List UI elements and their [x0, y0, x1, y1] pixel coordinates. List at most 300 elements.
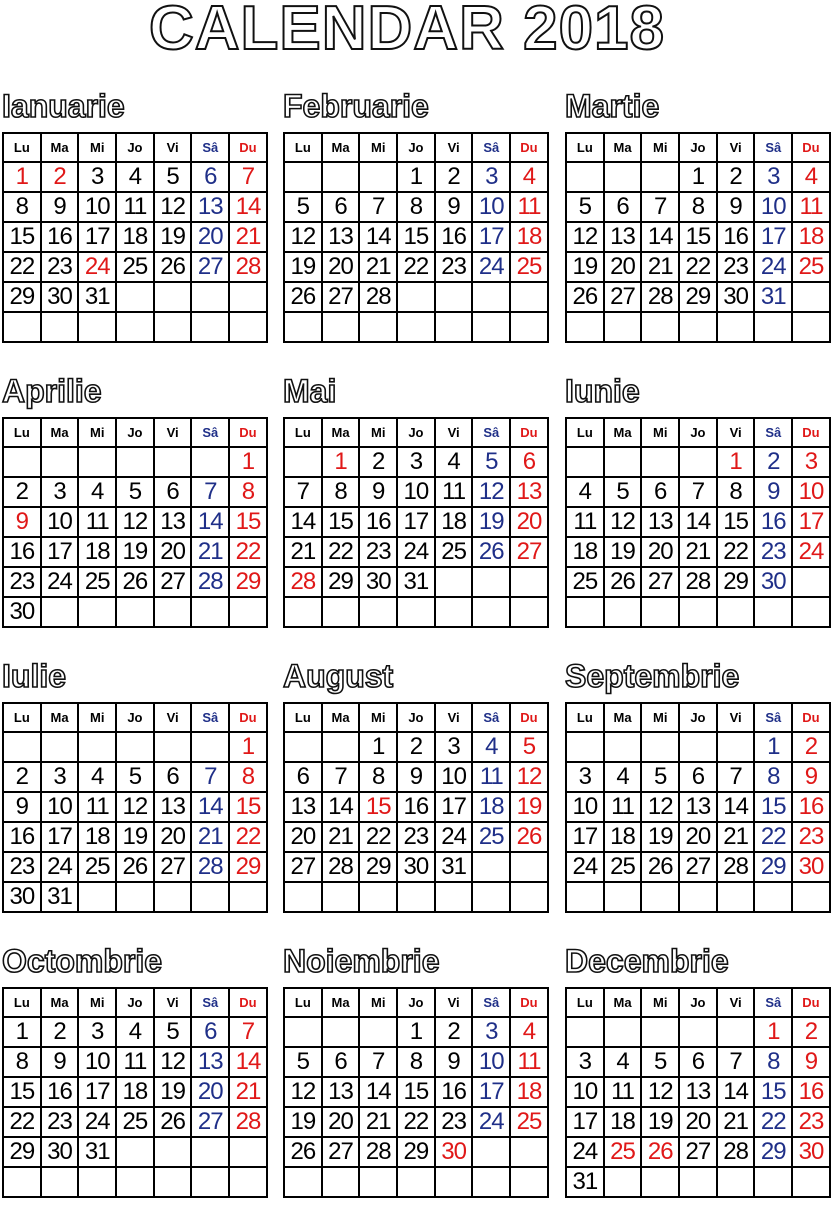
day-cell: 17 [472, 222, 510, 252]
day-cell: 20 [322, 252, 360, 282]
day-cell: 20 [641, 537, 679, 567]
empty-cell [284, 1167, 322, 1197]
day-cell: 15 [397, 222, 435, 252]
weekday-header-row [284, 133, 548, 162]
empty-cell [435, 312, 473, 342]
day-cell: 28 [359, 1137, 397, 1167]
day-cell: 28 [322, 852, 360, 882]
month-table [283, 702, 549, 913]
empty-cell [604, 162, 642, 192]
day-cell: 29 [322, 567, 360, 597]
day-cell: 12 [116, 507, 154, 537]
weekday-label: Lu [284, 133, 322, 162]
empty-cell [322, 732, 360, 762]
day-cell: 17 [566, 1107, 604, 1137]
day-cell: 29 [3, 1137, 41, 1167]
day-cell: 6 [284, 762, 322, 792]
month-title: Octombrie [2, 943, 163, 979]
week-row [284, 1017, 548, 1047]
week-row [566, 537, 830, 567]
day-cell: 5 [284, 192, 322, 222]
empty-cell [754, 1167, 792, 1197]
weekday-header-row [3, 133, 267, 162]
empty-cell [717, 1017, 755, 1047]
weekday-label: Jo [679, 703, 717, 732]
week-row [566, 792, 830, 822]
day-cell: 18 [510, 222, 548, 252]
week-row [566, 1047, 830, 1077]
weekday-label: Jo [679, 133, 717, 162]
day-cell: 17 [754, 222, 792, 252]
day-cell: 4 [116, 1017, 154, 1047]
day-cell: 23 [3, 567, 41, 597]
day-cell: 8 [717, 477, 755, 507]
day-cell: 6 [679, 1047, 717, 1077]
weekday-label: Du [229, 703, 267, 732]
day-cell: 27 [154, 567, 192, 597]
day-cell: 12 [510, 762, 548, 792]
weekday-label: Sâ [472, 133, 510, 162]
empty-cell [116, 312, 154, 342]
day-cell: 21 [191, 822, 229, 852]
day-cell: 24 [792, 537, 830, 567]
day-cell: 16 [359, 507, 397, 537]
day-cell: 11 [435, 477, 473, 507]
empty-cell [359, 162, 397, 192]
weekday-label: Du [792, 133, 830, 162]
day-cell: 30 [3, 597, 41, 627]
month-title: Martie [565, 88, 660, 124]
week-row [284, 822, 548, 852]
day-cell: 1 [3, 1017, 41, 1047]
week-row [3, 852, 267, 882]
day-cell: 7 [191, 762, 229, 792]
day-cell: 4 [604, 1047, 642, 1077]
week-row [566, 1137, 830, 1167]
weekday-label: Vi [435, 703, 473, 732]
empty-cell [679, 1017, 717, 1047]
day-cell: 14 [359, 1077, 397, 1107]
day-cell: 5 [472, 447, 510, 477]
day-cell: 24 [472, 252, 510, 282]
empty-cell [284, 312, 322, 342]
day-cell: 7 [679, 477, 717, 507]
empty-cell [792, 282, 830, 312]
day-cell: 13 [322, 222, 360, 252]
empty-cell [679, 447, 717, 477]
day-cell: 4 [116, 162, 154, 192]
day-cell: 29 [679, 282, 717, 312]
day-cell: 14 [717, 1077, 755, 1107]
day-cell: 15 [3, 222, 41, 252]
week-row [566, 282, 830, 312]
weekday-label: Ma [604, 988, 642, 1017]
day-cell: 15 [754, 1077, 792, 1107]
week-row [566, 222, 830, 252]
weekday-label: Jo [116, 418, 154, 447]
empty-cell [472, 852, 510, 882]
day-cell: 31 [397, 567, 435, 597]
weekday-label: Ma [604, 133, 642, 162]
empty-cell [397, 312, 435, 342]
day-cell: 20 [679, 822, 717, 852]
day-cell: 8 [3, 1047, 41, 1077]
day-cell: 13 [641, 507, 679, 537]
day-cell: 28 [679, 567, 717, 597]
day-cell: 10 [566, 792, 604, 822]
weekday-label: Du [792, 418, 830, 447]
week-row [3, 1107, 267, 1137]
month-title: Septembrie [565, 658, 740, 694]
week-row [3, 567, 267, 597]
weekday-label: Lu [566, 133, 604, 162]
empty-cell [359, 1017, 397, 1047]
month-table [565, 702, 831, 913]
day-cell: 10 [754, 192, 792, 222]
day-cell: 8 [359, 762, 397, 792]
weekday-label: Jo [116, 703, 154, 732]
day-cell: 28 [191, 567, 229, 597]
day-cell: 25 [604, 1137, 642, 1167]
empty-cell [359, 597, 397, 627]
week-row [3, 1047, 267, 1077]
empty-cell [604, 1017, 642, 1047]
day-cell: 18 [792, 222, 830, 252]
weekday-label: Jo [397, 988, 435, 1017]
weekday-label: Vi [717, 133, 755, 162]
day-cell: 16 [3, 822, 41, 852]
day-cell: 9 [792, 762, 830, 792]
day-cell: 16 [792, 1077, 830, 1107]
empty-cell [566, 312, 604, 342]
day-cell: 11 [510, 1047, 548, 1077]
day-cell: 26 [641, 1137, 679, 1167]
day-cell: 11 [116, 192, 154, 222]
empty-cell [116, 1167, 154, 1197]
empty-cell [641, 1167, 679, 1197]
day-cell: 13 [510, 477, 548, 507]
empty-cell [435, 567, 473, 597]
weekday-label: Sâ [191, 703, 229, 732]
day-cell: 20 [604, 252, 642, 282]
week-row [566, 1017, 830, 1047]
weekday-label: Lu [284, 703, 322, 732]
weekday-label: Jo [679, 418, 717, 447]
day-cell: 26 [284, 1137, 322, 1167]
empty-cell [191, 882, 229, 912]
weekday-label: Sâ [472, 703, 510, 732]
month-table [565, 417, 831, 628]
empty-cell [322, 882, 360, 912]
empty-cell [641, 1017, 679, 1047]
day-cell: 29 [229, 852, 267, 882]
weekday-label: Mi [641, 133, 679, 162]
day-cell: 3 [754, 162, 792, 192]
day-cell: 13 [154, 792, 192, 822]
day-cell: 15 [359, 792, 397, 822]
weekday-header-row [566, 988, 830, 1017]
day-cell: 4 [792, 162, 830, 192]
empty-cell [604, 732, 642, 762]
day-cell: 9 [397, 762, 435, 792]
day-cell: 3 [41, 762, 79, 792]
week-row [566, 477, 830, 507]
weekday-label: Vi [435, 988, 473, 1017]
day-cell: 5 [641, 762, 679, 792]
day-cell: 23 [41, 252, 79, 282]
weekday-label: Du [229, 988, 267, 1017]
week-row [284, 537, 548, 567]
empty-cell [472, 312, 510, 342]
empty-cell [435, 282, 473, 312]
weekday-label: Lu [284, 418, 322, 447]
empty-cell [284, 882, 322, 912]
day-cell: 7 [359, 1047, 397, 1077]
empty-cell [116, 282, 154, 312]
week-row [284, 882, 548, 912]
day-cell: 26 [604, 567, 642, 597]
day-cell: 18 [604, 1107, 642, 1137]
day-cell: 10 [472, 1047, 510, 1077]
empty-cell [229, 1137, 267, 1167]
day-cell: 11 [604, 1077, 642, 1107]
day-cell: 20 [191, 1077, 229, 1107]
month-table [283, 417, 549, 628]
day-cell: 8 [229, 477, 267, 507]
day-cell: 25 [792, 252, 830, 282]
day-cell: 7 [284, 477, 322, 507]
day-cell: 14 [229, 1047, 267, 1077]
day-cell: 26 [510, 822, 548, 852]
day-cell: 31 [435, 852, 473, 882]
day-cell: 4 [510, 1017, 548, 1047]
empty-cell [3, 447, 41, 477]
day-cell: 16 [397, 792, 435, 822]
weekday-label: Du [510, 133, 548, 162]
day-cell: 2 [41, 162, 79, 192]
weekday-label: Mi [78, 418, 116, 447]
month-title: Noiembrie [283, 943, 440, 979]
weekday-label: Ma [322, 133, 360, 162]
day-cell: 31 [566, 1167, 604, 1197]
day-cell: 11 [472, 762, 510, 792]
empty-cell [359, 882, 397, 912]
week-row [284, 762, 548, 792]
week-row [566, 732, 830, 762]
day-cell: 17 [472, 1077, 510, 1107]
weekday-label: Ma [41, 703, 79, 732]
day-cell: 1 [397, 1017, 435, 1047]
week-row [3, 537, 267, 567]
week-row [284, 792, 548, 822]
day-cell: 15 [229, 792, 267, 822]
week-row [3, 162, 267, 192]
week-row [284, 852, 548, 882]
day-cell: 5 [154, 1017, 192, 1047]
weekday-header-row [284, 703, 548, 732]
week-row [566, 597, 830, 627]
day-cell: 10 [792, 477, 830, 507]
day-cell: 31 [41, 882, 79, 912]
empty-cell [322, 1017, 360, 1047]
day-cell: 17 [435, 792, 473, 822]
day-cell: 9 [754, 477, 792, 507]
month-table [283, 987, 549, 1198]
empty-cell [284, 597, 322, 627]
day-cell: 25 [472, 822, 510, 852]
month-table [565, 987, 831, 1198]
empty-cell [604, 882, 642, 912]
empty-cell [229, 597, 267, 627]
day-cell: 18 [604, 822, 642, 852]
empty-cell [510, 597, 548, 627]
empty-cell [116, 447, 154, 477]
day-cell: 6 [154, 762, 192, 792]
day-cell: 12 [641, 1077, 679, 1107]
empty-cell [229, 312, 267, 342]
day-cell: 5 [604, 477, 642, 507]
week-row [284, 282, 548, 312]
day-cell: 14 [191, 507, 229, 537]
day-cell: 22 [359, 822, 397, 852]
day-cell: 29 [397, 1137, 435, 1167]
weekday-label: Mi [641, 418, 679, 447]
month-table [2, 132, 268, 343]
empty-cell [359, 1167, 397, 1197]
week-row [284, 192, 548, 222]
day-cell: 22 [229, 537, 267, 567]
day-cell: 3 [472, 162, 510, 192]
day-cell: 13 [679, 1077, 717, 1107]
empty-cell [641, 162, 679, 192]
empty-cell [284, 732, 322, 762]
day-cell: 2 [397, 732, 435, 762]
weekday-label: Vi [154, 988, 192, 1017]
day-cell: 28 [229, 252, 267, 282]
day-cell: 23 [435, 252, 473, 282]
empty-cell [284, 162, 322, 192]
day-cell: 25 [116, 252, 154, 282]
day-cell: 22 [3, 1107, 41, 1137]
day-cell: 17 [566, 822, 604, 852]
empty-cell [435, 597, 473, 627]
day-cell: 30 [754, 567, 792, 597]
day-cell: 5 [641, 1047, 679, 1077]
day-cell: 3 [566, 762, 604, 792]
week-row [3, 732, 267, 762]
empty-cell [116, 1137, 154, 1167]
month-table [2, 987, 268, 1198]
day-cell: 5 [566, 192, 604, 222]
weekday-label: Mi [78, 988, 116, 1017]
day-cell: 12 [284, 222, 322, 252]
day-cell: 23 [792, 822, 830, 852]
empty-cell [191, 447, 229, 477]
week-row [284, 597, 548, 627]
day-cell: 9 [717, 192, 755, 222]
day-cell: 1 [717, 447, 755, 477]
day-cell: 13 [679, 792, 717, 822]
empty-cell [435, 882, 473, 912]
day-cell: 19 [566, 252, 604, 282]
empty-cell [41, 1167, 79, 1197]
week-row [284, 447, 548, 477]
empty-cell [41, 447, 79, 477]
week-row [284, 252, 548, 282]
weekday-label: Jo [397, 418, 435, 447]
empty-cell [717, 1167, 755, 1197]
empty-cell [397, 597, 435, 627]
weekday-label: Vi [717, 988, 755, 1017]
empty-cell [322, 597, 360, 627]
empty-cell [397, 282, 435, 312]
empty-cell [322, 1167, 360, 1197]
day-cell: 18 [116, 1077, 154, 1107]
empty-cell [154, 282, 192, 312]
empty-cell [604, 312, 642, 342]
day-cell: 15 [717, 507, 755, 537]
empty-cell [510, 1137, 548, 1167]
empty-cell [566, 597, 604, 627]
empty-cell [717, 597, 755, 627]
empty-cell [566, 162, 604, 192]
day-cell: 3 [78, 162, 116, 192]
day-cell: 25 [116, 1107, 154, 1137]
week-row [284, 1107, 548, 1137]
day-cell: 4 [566, 477, 604, 507]
day-cell: 6 [154, 477, 192, 507]
empty-cell [472, 282, 510, 312]
weekday-label: Mi [359, 418, 397, 447]
weekday-header-row [284, 988, 548, 1017]
month-title: Februarie [283, 88, 429, 124]
empty-cell [116, 732, 154, 762]
week-row [566, 312, 830, 342]
day-cell: 17 [397, 507, 435, 537]
day-cell: 11 [78, 507, 116, 537]
weekday-label: Sâ [754, 988, 792, 1017]
day-cell: 20 [154, 822, 192, 852]
day-cell: 10 [566, 1077, 604, 1107]
day-cell: 5 [116, 762, 154, 792]
weekday-header-row [566, 133, 830, 162]
day-cell: 30 [435, 1137, 473, 1167]
weekday-label: Jo [679, 988, 717, 1017]
week-row [566, 1107, 830, 1137]
weekday-label: Ma [322, 988, 360, 1017]
weekday-label: Lu [3, 703, 41, 732]
empty-cell [154, 597, 192, 627]
week-row [3, 507, 267, 537]
empty-cell [792, 1167, 830, 1197]
day-cell: 29 [229, 567, 267, 597]
day-cell: 2 [435, 162, 473, 192]
empty-cell [679, 597, 717, 627]
day-cell: 30 [717, 282, 755, 312]
day-cell: 21 [229, 222, 267, 252]
weekday-label: Du [792, 988, 830, 1017]
day-cell: 2 [792, 1017, 830, 1047]
day-cell: 24 [41, 852, 79, 882]
day-cell: 6 [679, 762, 717, 792]
day-cell: 21 [359, 1107, 397, 1137]
day-cell: 22 [229, 822, 267, 852]
day-cell: 11 [78, 792, 116, 822]
day-cell: 1 [322, 447, 360, 477]
week-row [284, 477, 548, 507]
weekday-label: Vi [154, 418, 192, 447]
day-cell: 24 [78, 1107, 116, 1137]
